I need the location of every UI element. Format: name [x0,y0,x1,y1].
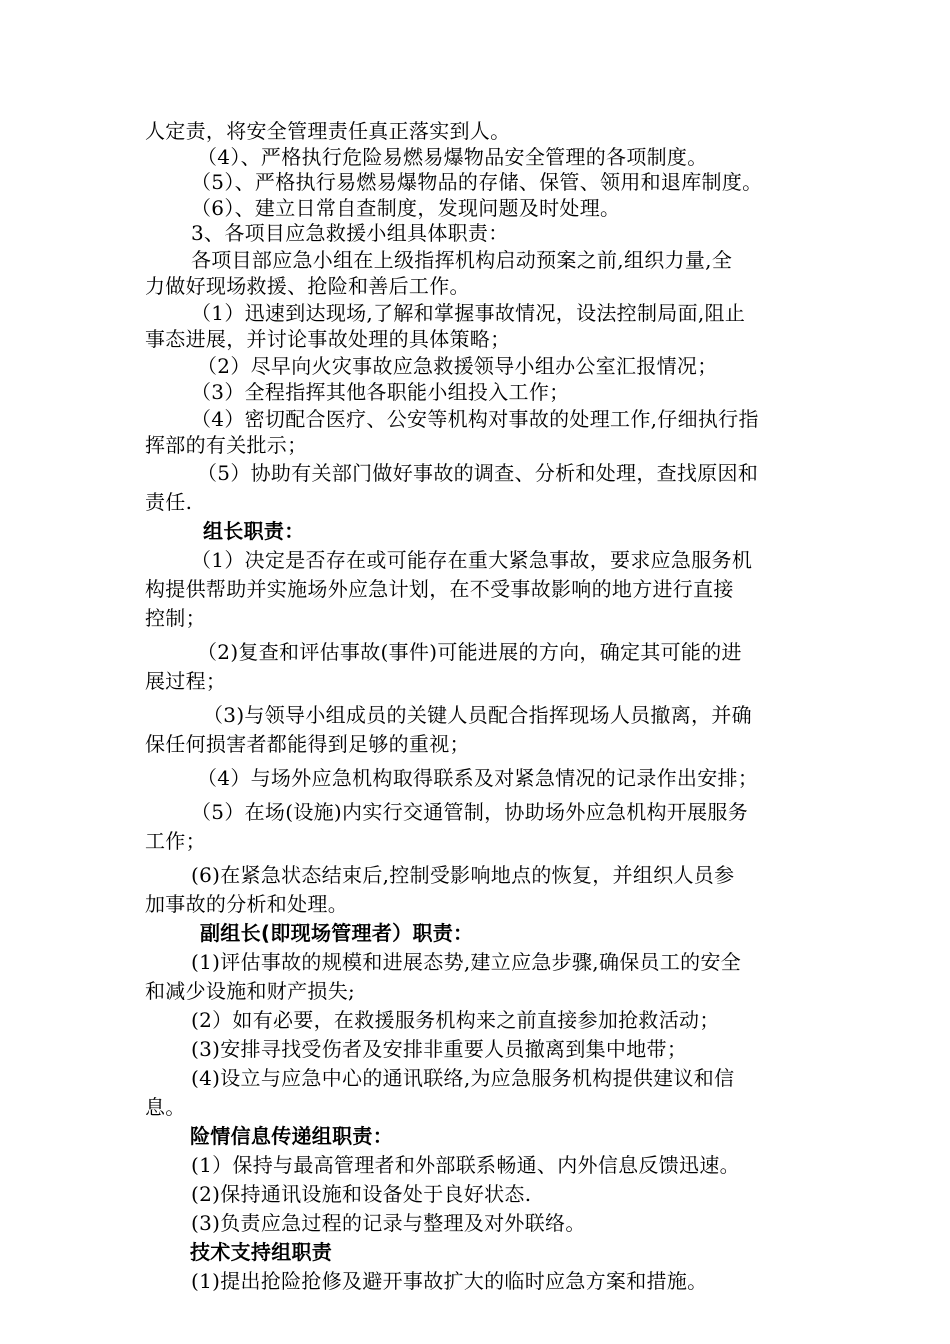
list-item: （5）、严格执行易燃易爆物品的存储、保管、领用和退库制度。 [191,170,763,194]
list-item: （3)与领导小组成员的关键人员配合指挥现场人员撤离，并确 [203,702,752,727]
list-item: （3）全程指挥其他各职能小组投入工作； [191,380,570,404]
heading-tech-support-duties: 技术支持组职责 [190,1239,333,1264]
list-item: （1）决定是否存在或可能存在重大紧急事故，要求应急服务机 [191,547,753,572]
paragraph-line: 工作； [145,828,206,853]
list-item: （1）迅速到达现场,了解和掌握事故情况，设法控制局面,阻止 [191,300,746,325]
paragraph-line: 力做好现场救援、抢险和善后工作。 [145,274,470,298]
paragraph-line: 挥部的有关批示； [145,433,308,457]
paragraph-line: 加事故的分析和处理。 [145,891,348,916]
list-item: (2）如有必要，在救援服务机构来之前直接参加抢救活动； [191,1007,720,1032]
paragraph-line: 事态进展，并讨论事故处理的具体策略； [145,327,511,351]
list-item: (1）保持与最高管理者和外部联系畅通、内外信息反馈迅速。 [191,1152,740,1177]
heading-info-relay-duties: 险情信息传递组职责： [190,1123,393,1148]
heading-team-leader-duties: 组长职责： [203,518,305,543]
section-heading: 3、各项目应急救援小组具体职责： [191,221,509,245]
heading-deputy-leader-duties: 副组长(即现场管理者）职责： [200,920,474,945]
list-item: （2)复查和评估事故(事件)可能进展的方向，确定其可能的进 [197,639,742,664]
list-item: （5）在场(设施)内实行交通管制，协助场外应急机构开展服务 [191,799,749,824]
list-item: (3)安排寻找受伤者及安排非重要人员撤离到集中地带； [191,1036,688,1061]
list-item: (1)评估事故的规模和进展态势,建立应急步骤,确保员工的安全 [191,949,742,974]
list-item: （4）、严格执行危险易燃易爆物品安全管理的各项制度。 [197,144,708,169]
list-item: (4)设立与应急中心的通讯联络,为应急服务机构提供建议和信 [191,1065,735,1090]
list-item: (6)在紧急状态结束后,控制受影响地点的恢复，并组织人员参 [191,862,735,887]
list-item: （6）、建立日常自查制度，发现问题及时处理。 [191,195,621,220]
paragraph-line: 展过程； [145,668,227,693]
paragraph-line: 构提供帮助并实施场外应急计划，在不受事故影响的地方进行直接 [145,576,734,601]
list-item: (2)保持通讯设施和设备处于良好状态. [191,1181,532,1206]
list-item: （2）尽早向火灾事故应急救援领导小组办公室汇报情况； [197,353,718,378]
list-item: (1)提出抢险抢修及避开事故扩大的临时应急方案和措施。 [191,1268,708,1293]
paragraph-line: 控制； [145,605,206,630]
list-item: (3)负责应急过程的记录与整理及对外联络。 [191,1210,586,1235]
paragraph-line: 人定责，将安全管理责任真正落实到人。 [145,119,511,143]
list-item: （4）密切配合医疗、公安等机构对事故的处理工作,仔细执行指 [191,406,759,431]
paragraph-line: 息。 [145,1094,186,1119]
list-item: （4）与场外应急机构取得联系及对紧急情况的记录作出安排； [197,765,759,790]
paragraph-line: 保任何损害者都能得到足够的重视； [145,731,470,756]
paragraph-line: 责任. [145,489,193,514]
paragraph-line: 和减少设施和财产损失; [145,978,356,1003]
list-item: （5）协助有关部门做好事故的调查、分析和处理，查找原因和 [197,460,759,485]
paragraph-line: 各项目部应急小组在上级指挥机构启动预案之前,组织力量,全 [191,247,733,272]
document-body [145,119,810,1296]
